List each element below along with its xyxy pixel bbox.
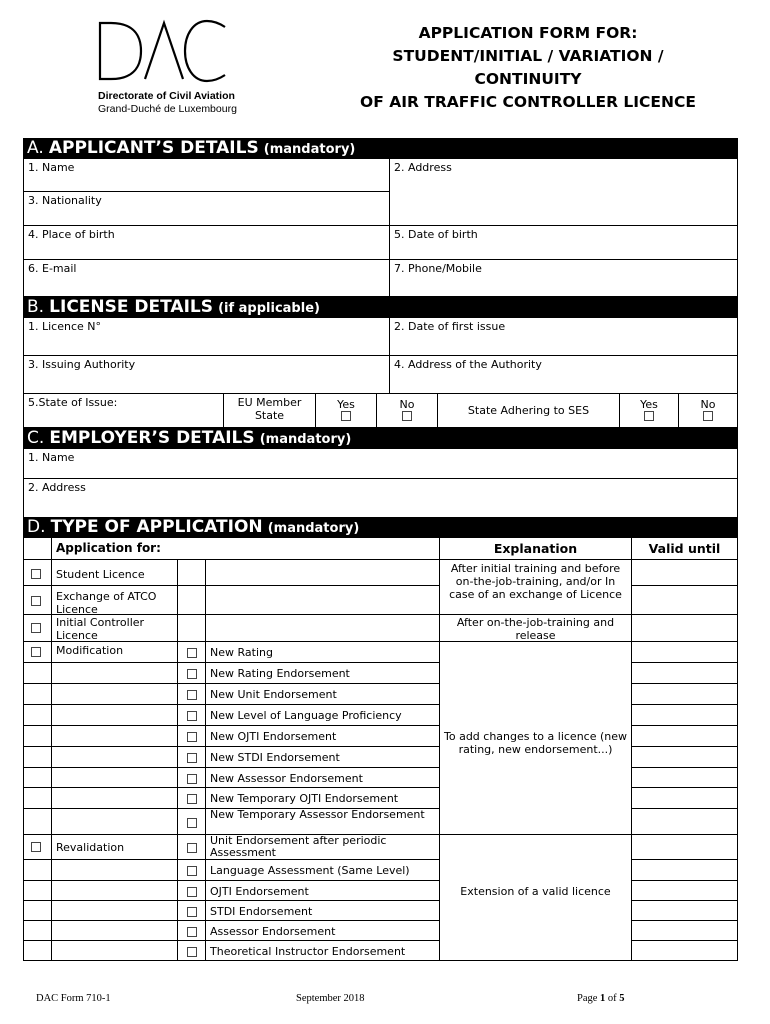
section-c-letter: C.	[27, 428, 45, 448]
eu-no-cell	[376, 393, 438, 428]
revalidation-item-5-valid-until[interactable]	[631, 940, 738, 961]
section-a-title: APPLICANT’S DETAILS	[48, 138, 259, 158]
section-c-note: (mandatory)	[259, 432, 352, 447]
student-valid-until[interactable]	[631, 559, 738, 586]
modification-item-1-checkbox[interactable]	[187, 669, 197, 679]
revalidation-item-2-checkbox-cell	[177, 880, 206, 901]
modification-item-8-label: New Temporary Assessor Endorsement	[205, 808, 440, 835]
phone-field[interactable]: 7. Phone/Mobile	[389, 259, 738, 297]
revalidation-row-5-labelcell	[51, 940, 178, 961]
modification-row-6-left	[23, 767, 52, 788]
revalidation-item-1-label: Language Assessment (Same Level)	[205, 859, 440, 881]
revalidation-item-4-label: Assessor Endorsement	[205, 920, 440, 941]
title-line-4: OF AIR TRAFFIC CONTROLLER LICENCE	[360, 93, 696, 111]
modification-item-1-label: New Rating Endorsement	[205, 662, 440, 684]
dac-logo	[97, 17, 237, 117]
ses-no-cell	[678, 393, 738, 428]
exchange-licence-checkbox[interactable]	[31, 596, 41, 606]
logo-line-1: Directorate of Civil Aviation	[98, 90, 235, 102]
ses-no-label: No	[700, 398, 716, 411]
modification-item-6-checkbox-cell	[177, 767, 206, 788]
revalidation-row-2-left	[23, 880, 52, 901]
revalidation-item-4-valid-until[interactable]	[631, 920, 738, 941]
applicant-address-field[interactable]: 2. Address	[389, 158, 738, 226]
revalidation-item-4-checkbox-cell	[177, 920, 206, 941]
modification-item-4-checkbox-cell	[177, 725, 206, 747]
modification-item-6-valid-until[interactable]	[631, 767, 738, 788]
modification-item-7-valid-until[interactable]	[631, 787, 738, 809]
modification-item-0-checkbox-cell	[177, 641, 206, 663]
revalidation-row-4-labelcell	[51, 920, 178, 941]
modification-explanation: To add changes to a licence (new rating, new endorsement...)	[439, 641, 632, 835]
revalidation-item-1-valid-until[interactable]	[631, 859, 738, 881]
modification-label: Modification	[56, 644, 124, 657]
revalidation-item-1-checkbox-cell	[177, 859, 206, 881]
email-field[interactable]: 6. E-mail	[23, 259, 390, 297]
student-licence-label: Student Licence	[51, 559, 178, 586]
revalidation-label: Revalidation	[56, 841, 125, 854]
modification-item-5-checkbox-cell	[177, 746, 206, 768]
modification-item-3-checkbox[interactable]	[187, 711, 197, 721]
header-application-for: Application for:	[51, 537, 440, 560]
modification-item-6-label: New Assessor Endorsement	[205, 767, 440, 788]
section-b-header	[23, 297, 738, 317]
logo-line-2: Grand-Duché de Luxembourg	[98, 103, 237, 115]
revalidation-row-1-left	[23, 859, 52, 881]
student-spacer-a	[177, 559, 206, 586]
modification-item-4-checkbox[interactable]	[187, 732, 197, 742]
modification-row-5-labelcell	[51, 746, 178, 768]
applicant-name-field[interactable]: 1. Name	[23, 158, 390, 192]
employer-name-field[interactable]: 1. Name	[23, 448, 738, 479]
section-a-header	[23, 138, 738, 158]
modification-row-4-left	[23, 725, 52, 747]
revalidation-checkbox[interactable]	[31, 842, 41, 852]
revalidation-item-0-checkbox[interactable]	[187, 843, 197, 853]
section-c-header	[23, 428, 738, 448]
modification-item-3-label: New Level of Language Proficiency	[205, 704, 440, 726]
footer-form-number: DAC Form 710-1	[36, 993, 111, 1004]
section-d-letter: D.	[27, 517, 46, 537]
section-a-note: (mandatory)	[263, 142, 356, 157]
section-d-header	[23, 517, 738, 537]
section-b-note: (if applicable)	[218, 301, 320, 316]
modification-item-7-checkbox-cell	[177, 787, 206, 809]
section-b-title: LICENSE DETAILS	[49, 297, 213, 317]
eu-yes-cell	[315, 393, 377, 428]
modification-row-4-labelcell	[51, 725, 178, 747]
eu-no-checkbox[interactable]	[402, 411, 412, 421]
ses-no-checkbox[interactable]	[703, 411, 713, 421]
modification-item-5-label: New STDI Endorsement	[205, 746, 440, 768]
title-line-3: CONTINUITY	[474, 70, 582, 88]
first-issue-date-field[interactable]: 2. Date of first issue	[389, 317, 738, 356]
modification-row-7-labelcell	[51, 787, 178, 809]
nationality-field[interactable]: 3. Nationality	[23, 191, 390, 226]
revalidation-row-2-labelcell	[51, 880, 178, 901]
modification-row-8-labelcell	[51, 808, 178, 835]
modification-item-3-checkbox-cell	[177, 704, 206, 726]
footer-page: Page 1 of 5	[577, 993, 625, 1004]
modification-item-2-checkbox[interactable]	[187, 690, 197, 700]
modification-item-7-checkbox[interactable]	[187, 794, 197, 804]
exchange-licence-label: Exchange of ATCO Licence	[51, 585, 178, 615]
exchange-spacer-a	[177, 585, 206, 615]
licence-number-field[interactable]: 1. Licence N°	[23, 317, 390, 356]
exchange-valid-until[interactable]	[631, 585, 738, 615]
modification-item-8-checkbox-cell	[177, 808, 206, 835]
revalidation-row-3-labelcell	[51, 900, 178, 921]
authority-address-field[interactable]: 4. Address of the Authority	[389, 355, 738, 394]
modification-item-5-valid-until[interactable]	[631, 746, 738, 768]
section-a-grid	[23, 158, 738, 298]
modification-item-1-valid-until[interactable]	[631, 662, 738, 684]
revalidation-item-3-valid-until[interactable]	[631, 900, 738, 921]
revalidation-item-4-checkbox[interactable]	[187, 927, 197, 937]
modification-item-7-label: New Temporary OJTI Endorsement	[205, 787, 440, 809]
modification-item-5-checkbox[interactable]	[187, 753, 197, 763]
title-line-1: APPLICATION FORM FOR:	[418, 24, 638, 42]
date-of-birth-field[interactable]: 5. Date of birth	[389, 225, 738, 260]
revalidation-row-1-labelcell	[51, 859, 178, 881]
section-c-grid	[23, 448, 738, 518]
modification-item-0-checkbox[interactable]	[187, 648, 197, 658]
modification-item-0-valid-until[interactable]	[631, 641, 738, 663]
issuing-authority-field[interactable]: 3. Issuing Authority	[23, 355, 390, 394]
modification-row-5-left	[23, 746, 52, 768]
eu-yes-checkbox[interactable]	[341, 411, 351, 421]
modification-row-3-labelcell	[51, 704, 178, 726]
student-licence-checkbox[interactable]	[31, 569, 41, 579]
modification-item-0-label: New Rating	[205, 641, 440, 663]
section-d-title: TYPE OF APPLICATION	[50, 517, 263, 537]
revalidation-item-3-label: STDI Endorsement	[205, 900, 440, 921]
modification-item-8-valid-until[interactable]	[631, 808, 738, 835]
revalidation-item-2-label: OJTI Endorsement	[205, 880, 440, 901]
modification-item-2-valid-until[interactable]	[631, 683, 738, 705]
eu-member-label: EU Member State	[223, 393, 316, 428]
modification-item-4-label: New OJTI Endorsement	[205, 725, 440, 747]
section-b-letter: B.	[27, 297, 45, 317]
revalidation-row-4-left	[23, 920, 52, 941]
modification-row-1-left	[23, 662, 52, 684]
initial-licence-label: Initial Controller Licence	[51, 614, 178, 642]
ses-label: State Adhering to SES	[437, 393, 620, 428]
dac-logo-letters	[97, 17, 227, 85]
section-c-title: EMPLOYER’S DETAILS	[49, 428, 255, 448]
ses-yes-checkbox[interactable]	[644, 411, 654, 421]
revalidation-explanation: Extension of a valid licence	[439, 834, 632, 961]
eu-yes-label: Yes	[337, 398, 355, 411]
after-ojt-explanation: After on-the-job-training and release	[439, 614, 632, 642]
header-explanation: Explanation	[439, 537, 632, 560]
section-b-grid	[23, 317, 738, 428]
revalidation-item-0-checkbox-cell	[177, 834, 206, 860]
footer-date: September 2018	[296, 993, 365, 1004]
modification-item-2-label: New Unit Endorsement	[205, 683, 440, 705]
modification-item-1-checkbox-cell	[177, 662, 206, 684]
initial-explanation: After initial training and before on-the-job-training, and/or In case of an exchange of Licence	[439, 559, 632, 615]
modification-item-4-valid-until[interactable]	[631, 725, 738, 747]
revalidation-item-5-checkbox-cell	[177, 940, 206, 961]
initial-valid-until[interactable]	[631, 614, 738, 642]
section-d-note: (mandatory)	[267, 521, 360, 536]
revalidation-item-1-checkbox[interactable]	[187, 866, 197, 876]
modification-item-2-checkbox-cell	[177, 683, 206, 705]
employer-address-field[interactable]: 2. Address	[23, 478, 738, 518]
title-line-2: STUDENT/INITIAL / VARIATION /	[392, 47, 664, 65]
student-spacer-b	[205, 559, 440, 586]
initial-spacer-b	[205, 614, 440, 642]
revalidation-row-3-left	[23, 900, 52, 921]
header-valid-until: Valid until	[631, 537, 738, 560]
place-of-birth-field[interactable]: 4. Place of birth	[23, 225, 390, 260]
state-of-issue-field[interactable]: 5.State of Issue:	[23, 393, 224, 428]
modification-row-3-left	[23, 704, 52, 726]
revalidation-item-0-label: Unit Endorsement after periodic Assessment	[205, 834, 440, 860]
ses-yes-cell	[619, 393, 679, 428]
revalidation-item-0-valid-until[interactable]	[631, 834, 738, 860]
form-title	[300, 22, 756, 114]
revalidation-item-2-valid-until[interactable]	[631, 880, 738, 901]
initial-licence-checkbox[interactable]	[31, 623, 41, 633]
header-checkbox-col	[23, 537, 52, 560]
revalidation-item-3-checkbox[interactable]	[187, 907, 197, 917]
modification-row-7-left	[23, 787, 52, 809]
exchange-spacer-b	[205, 585, 440, 615]
modification-item-6-checkbox[interactable]	[187, 774, 197, 784]
modification-row-1-labelcell	[51, 662, 178, 684]
modification-item-8-checkbox[interactable]	[187, 818, 197, 828]
modification-row-2-labelcell	[51, 683, 178, 705]
modification-row-6-labelcell	[51, 767, 178, 788]
modification-item-3-valid-until[interactable]	[631, 704, 738, 726]
eu-no-label: No	[399, 398, 415, 411]
modification-row-2-left	[23, 683, 52, 705]
revalidation-item-5-label: Theoretical Instructor Endorsement	[205, 940, 440, 961]
initial-spacer-a	[177, 614, 206, 642]
modification-checkbox[interactable]	[31, 647, 41, 657]
revalidation-item-5-checkbox[interactable]	[187, 947, 197, 957]
section-a-letter: A.	[27, 138, 44, 158]
modification-row-8-left	[23, 808, 52, 835]
section-d-grid	[23, 537, 738, 961]
revalidation-row-5-left	[23, 940, 52, 961]
ses-yes-label: Yes	[640, 398, 658, 411]
revalidation-item-2-checkbox[interactable]	[187, 887, 197, 897]
revalidation-item-3-checkbox-cell	[177, 900, 206, 921]
